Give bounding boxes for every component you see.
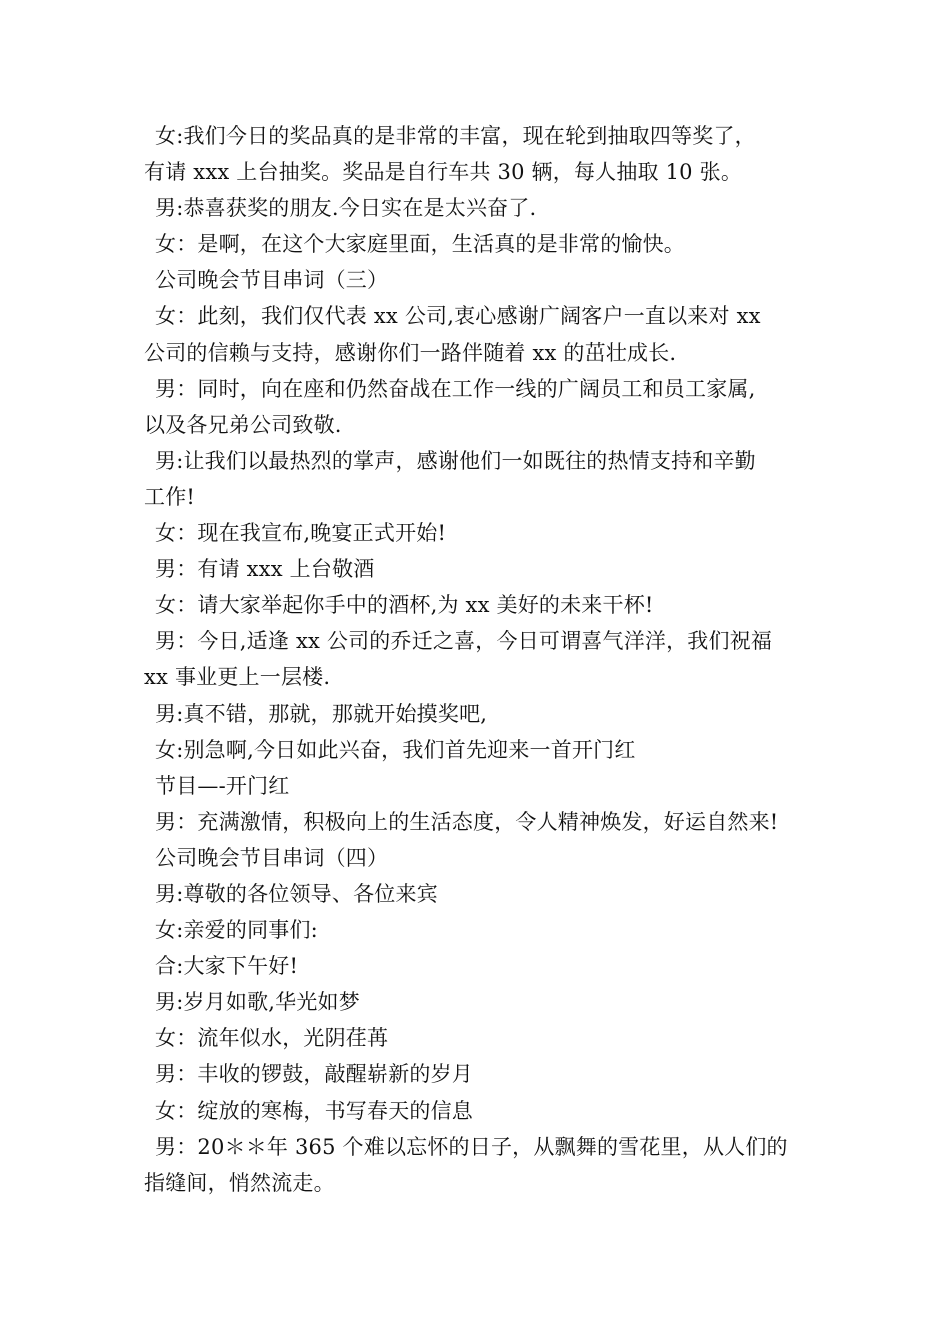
text-line: 男:让我们以最热烈的掌声，感谢他们一如既往的热情支持和辛勤: [155, 448, 756, 473]
text-line: 男:恭喜获奖的朋友.今日实在是太兴奋了.: [155, 196, 537, 221]
text-line: 公司晚会节目串词（四）: [155, 845, 389, 870]
text-line: 男：有请 xxx 上台敬酒: [155, 557, 375, 582]
text-line: 公司晚会节目串词（三）: [155, 268, 389, 293]
text-line: 男：充满激情，积极向上的生活态度，令人精神焕发，好运自然来!: [155, 809, 779, 834]
text-line: 女：绽放的寒梅，书写春天的信息: [155, 1098, 473, 1123]
text-line: 以及各兄弟公司致敬.: [144, 412, 342, 437]
text-line: 女：请大家举起你手中的酒杯,为 xx 美好的未来干杯!: [155, 593, 654, 618]
text-line: 有请 xxx 上台抽奖。奖品是自行车共 30 辆，每人抽取 10 张。: [144, 160, 743, 185]
document-text: [144, 118, 824, 1201]
text-line: 女:别急啊,今日如此兴奋，我们首先迎来一首开门红: [155, 737, 636, 762]
text-line: 男：今日,适逢 xx 公司的乔迁之喜，今日可谓喜气洋洋，我们祝福: [155, 629, 773, 654]
text-line: 合:大家下午好!: [155, 954, 299, 979]
text-line: 女：此刻，我们仅代表 xx 公司,衷心感谢广阔客户一直以来对 xx: [155, 304, 761, 329]
text-line: 工作!: [144, 484, 196, 509]
text-line: 男：同时，向在座和仍然奋战在工作一线的广阔员工和员工家属,: [155, 376, 756, 401]
text-line: xx 事业更上一层楼.: [144, 665, 331, 690]
text-line: 指缝间，悄然流走。: [144, 1170, 335, 1195]
text-line: 女:亲爱的同事们:: [155, 918, 318, 943]
text-line: 女：现在我宣布,晚宴正式开始!: [155, 521, 447, 546]
text-line: 女：是啊，在这个大家庭里面，生活真的是非常的愉快。: [155, 232, 685, 257]
text-line: 男:岁月如歌,华光如梦: [155, 990, 360, 1015]
text-line: 节目—-开门红: [155, 773, 290, 798]
text-line: 男:尊敬的各位领导、各位来宾: [155, 881, 438, 906]
text-line: 女:我们今日的奖品真的是非常的丰富，现在轮到抽取四等奖了，: [155, 124, 756, 148]
text-line: 男:真不错，那就，那就开始摸奖吧,: [155, 701, 488, 726]
text-line: 女：流年似水，光阴荏苒: [155, 1026, 389, 1051]
text-line: 公司的信赖与支持，感谢你们一路伴随着 xx 的茁壮成长.: [144, 340, 677, 365]
text-line: 男：20＊＊年 365 个难以忘怀的日子，从飘舞的雪花里，从人们的: [155, 1134, 788, 1159]
text-line: 男：丰收的锣鼓，敲醒崭新的岁月: [155, 1062, 473, 1087]
